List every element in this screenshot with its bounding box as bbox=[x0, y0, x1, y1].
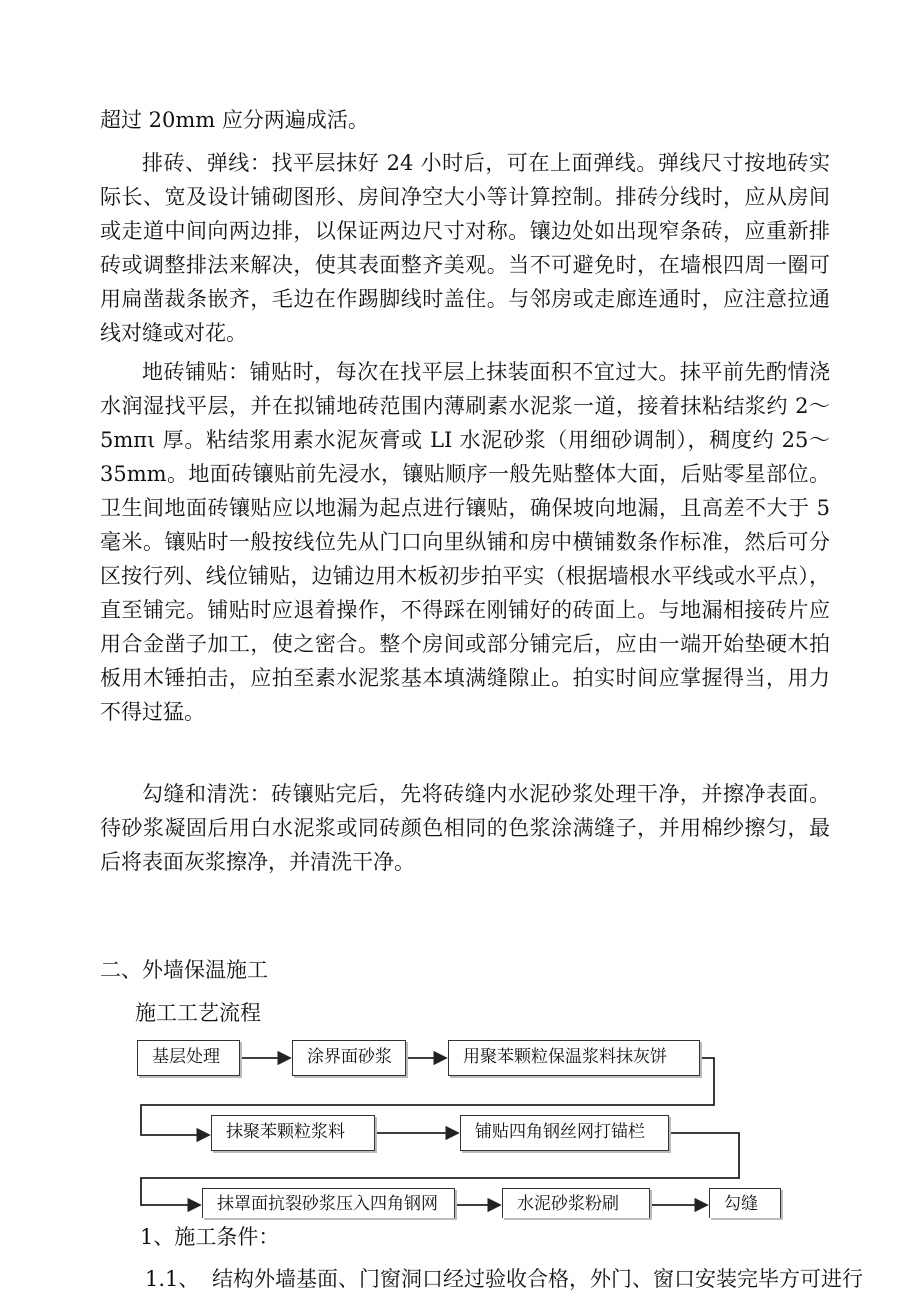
flow-step-plaster-cakes: 用聚苯颗粒保温浆料抹灰饼 bbox=[448, 1040, 700, 1076]
flow-step-cement-render: 水泥砂浆粉刷 bbox=[502, 1188, 650, 1218]
flow-step-polystyrene-mortar: 抹聚苯颗粒浆料 bbox=[211, 1115, 375, 1151]
flow-step-pointing: 勾缝 bbox=[709, 1188, 781, 1218]
flow-step-interface-mortar: 涂界面砂浆 bbox=[292, 1040, 406, 1076]
section-title: 二、外墙保温施工 bbox=[100, 958, 268, 982]
paragraph-layout-lines: 排砖、弹线：找平层抹好 24 小时后，可在上面弹线。弹线尺寸按地砖实际长、宽及设计铺砌图形、房间净空大小等计算控制。排砖分线时，应从房间或走道中间向两边排，以保证两边尺寸对称。镶边处如出现窄条砖，应重新排砖或调整排法来解决，使其表面整齐美观。当不可避免时，在墙根四周一圈可用扁凿裁条嵌齐，毛边在作踢脚线时盖住。与邻房或走廊连通时，应注意拉通线对缝或对花。 bbox=[100, 151, 830, 345]
flow-step-base-treatment: 基层处理 bbox=[137, 1040, 240, 1076]
paragraph-tile-laying: 地砖铺贴：铺贴时，每次在找平层上抹装面积不宜过大。抹平前先酌情浇水润湿找平层，并在拟铺地砖范围内薄刷素水泥浆一道，接着抹粘结浆约 2～5mπι 厚。粘结浆用素水泥灰膏或 LI 水泥砂浆（用细砂调制），稠度约 25～35mm。地面砖镶贴前先浸水，镶贴顺序一般先贴整体大面，后贴零星部位。卫生间地面砖镶贴应以地漏为起点进行镶贴，确保坡向地漏，且高差不大于 5 毫米。镶贴时一般按线位先从门口向里纵铺和房中横铺数条作标准，然后可分区按行列、线位铺贴，边铺边用木板初步拍平实（根据墙根水平线或水平点），直至铺完。铺贴时应退着操作，不得踩在刚铺好的砖面上。与地漏相接砖片应用合金凿子加工，使之密合。整个房间或部分铺完后，应由一端开始垫硬木拍板用木锤拍击，应拍至素水泥浆基本填满缝隙止。拍实时间应掌握得当，用力不得过猛。 bbox=[100, 360, 830, 724]
item-number: 1.1、 bbox=[145, 1267, 200, 1291]
flow-step-wire-mesh: 铺贴四角钢丝网打锚栏 bbox=[460, 1115, 669, 1151]
flow-step-anti-crack-mortar: 抹罩面抗裂砂浆压入四角钢网 bbox=[202, 1188, 455, 1218]
flow-title: 施工工艺流程 bbox=[135, 1001, 261, 1025]
item-text: 结构外墙基面、门窗洞口经过验收合格，外门、窗口安装完毕方可进行 bbox=[212, 1267, 863, 1291]
paragraph-grouting: 勾缝和清洗：砖镶贴完后，先将砖缝内水泥砂浆处理干净，并擦净表面。待砂浆凝固后用白水泥浆或同砖颜色相同的色浆涂满缝子，并用棉纱擦匀，最后将表面灰浆擦净，并清洗干净。 bbox=[100, 782, 830, 874]
sub-heading-conditions: 1、施工条件： bbox=[140, 1222, 279, 1252]
paragraph-continuation: 超过 20mm 应分两遍成活。 bbox=[100, 108, 369, 132]
